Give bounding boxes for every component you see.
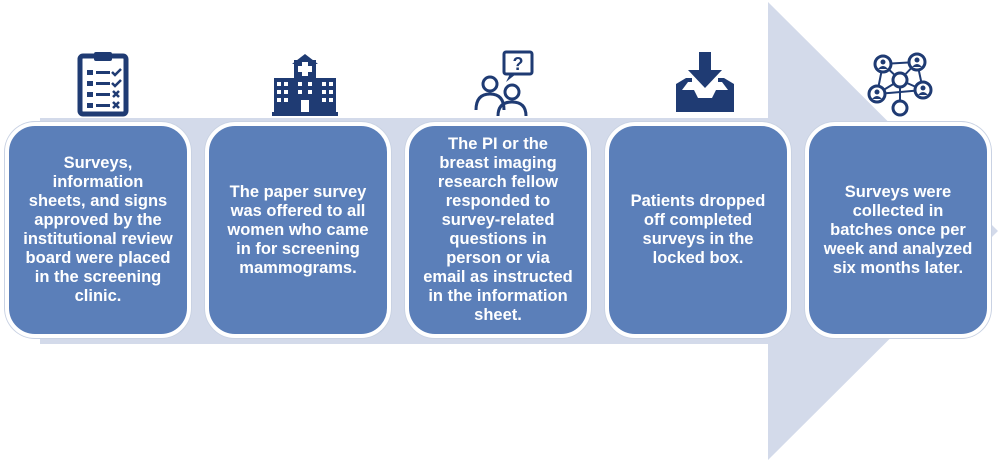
- step-3-box: [405, 122, 591, 338]
- step-1-box: [5, 122, 191, 338]
- step-3-text: The PI or the breast imaging research fellow responded to survey-related questions in person or via email as instructed in the information sheet.: [423, 135, 573, 324]
- svg-text:?: ?: [512, 54, 524, 74]
- clipboard-checklist-icon: [70, 50, 140, 118]
- step-4-text: Patients dropped off completed surveys in the locked box.: [630, 192, 766, 267]
- people-question-icon: [470, 50, 540, 118]
- step-4-box: [605, 122, 791, 338]
- step-5-text: Surveys were collected in batches once per week and analyzed six months later.: [823, 182, 973, 277]
- hospital-building-icon: [270, 50, 340, 118]
- inbox-download-icon: [670, 50, 740, 118]
- step-5-box: [805, 122, 991, 338]
- network-people-icon: [865, 50, 935, 118]
- step-1-text: Surveys, information sheets, and signs approved by the institutional review board were placed in the screening clinic.: [23, 154, 173, 305]
- step-2-box: [205, 122, 391, 338]
- step-2-text: The paper survey was offered to all women who came in for screening mammograms.: [227, 182, 369, 277]
